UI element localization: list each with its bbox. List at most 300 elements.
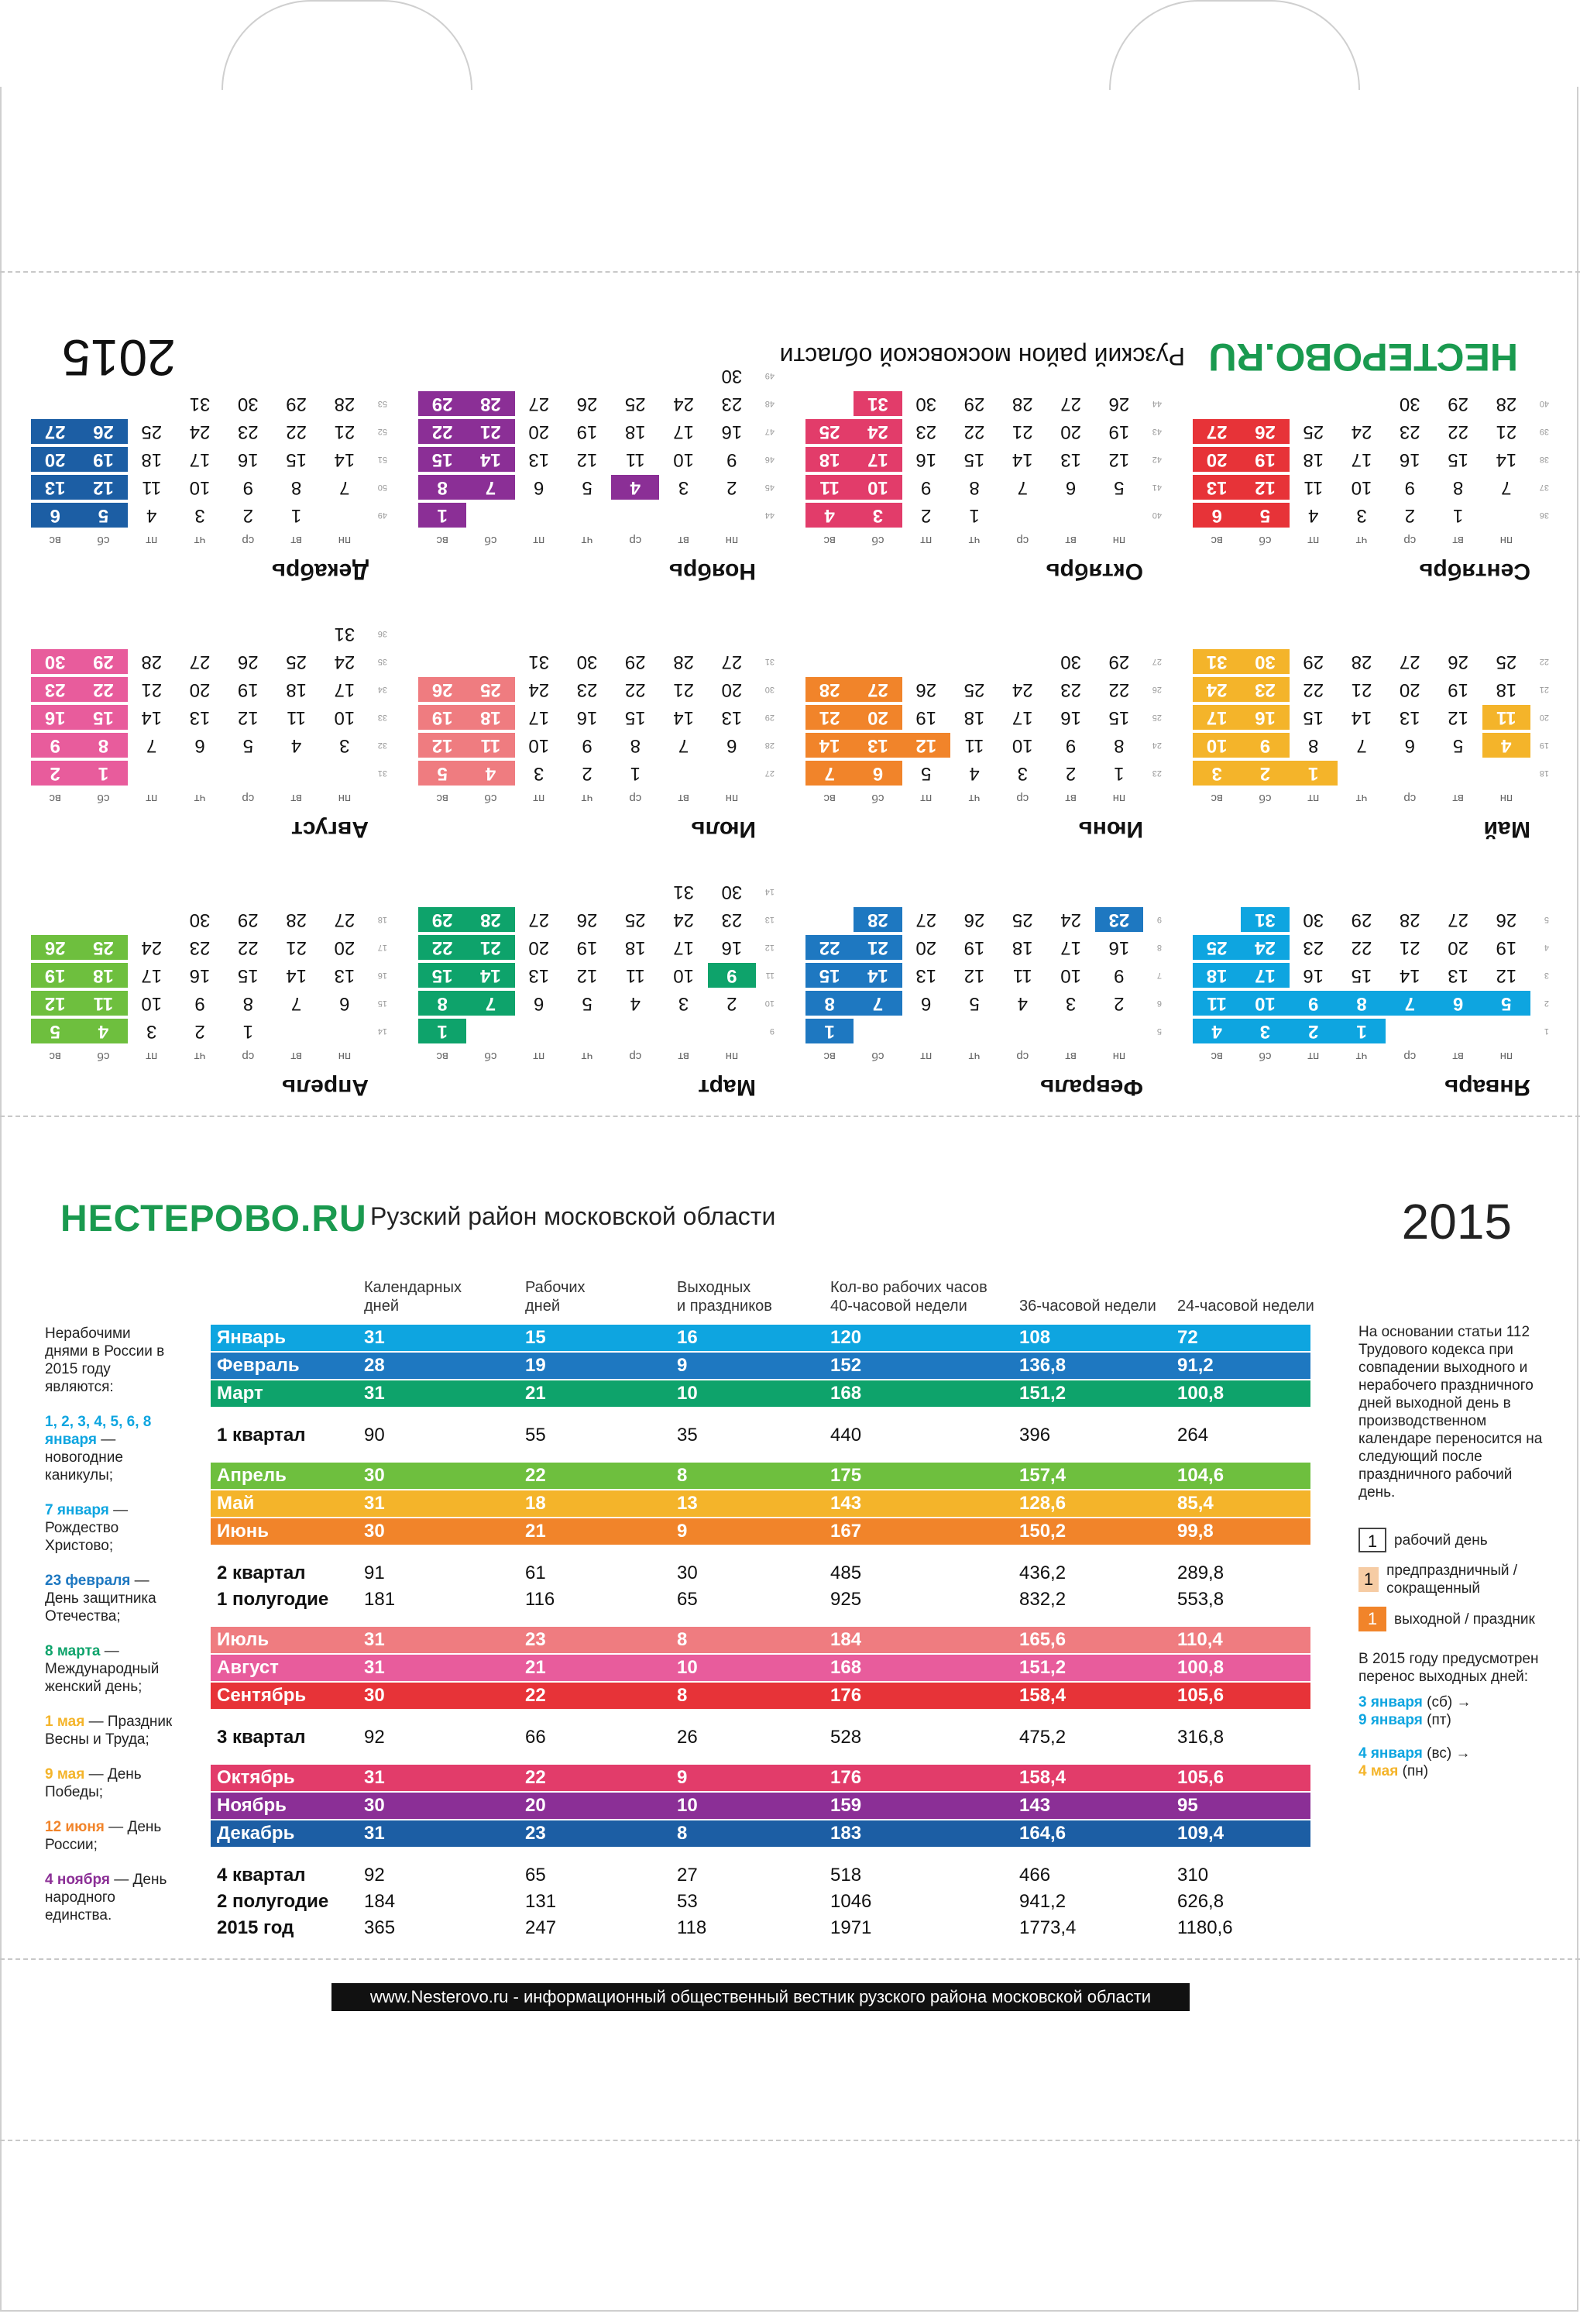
weekday-label: пн bbox=[725, 534, 739, 547]
month-jan bbox=[1193, 879, 1549, 1100]
holiday-name: — День Победы; bbox=[45, 1766, 142, 1800]
week-number: 53 bbox=[377, 399, 387, 408]
table-cell: 72 bbox=[1177, 1327, 1198, 1348]
day-cell: 2 bbox=[1290, 1019, 1338, 1043]
empty-cell bbox=[659, 1019, 707, 1043]
week-number: 33 bbox=[377, 713, 387, 722]
day-cell: 24 bbox=[141, 937, 163, 958]
table-cell: 85,4 bbox=[1177, 1493, 1214, 1514]
weekday-label: сб bbox=[484, 534, 497, 547]
weekday-label: чт bbox=[194, 792, 206, 805]
table-cell: 181 bbox=[364, 1589, 396, 1610]
empty-cell bbox=[1290, 391, 1338, 416]
day-cell: 8 bbox=[418, 475, 466, 500]
week-number: 50 bbox=[377, 483, 387, 492]
day-cell: 6 bbox=[534, 477, 544, 498]
weekday-label: чт bbox=[1355, 792, 1368, 805]
week-number: 43 bbox=[1152, 427, 1162, 436]
weekday-label: пн bbox=[338, 534, 352, 547]
holiday-date: 1, 2, 3, 4, 5, 6, 8 января bbox=[45, 1414, 152, 1448]
month-nov bbox=[418, 363, 775, 584]
months-container bbox=[31, 363, 1549, 1100]
day-cell: 9 bbox=[1404, 477, 1415, 498]
holiday-name: — Международный женский день; bbox=[45, 1643, 160, 1695]
day-cell: 17 bbox=[673, 937, 694, 958]
day-cell: 27 bbox=[1060, 394, 1081, 414]
table-spacer bbox=[211, 1546, 1310, 1560]
day-cell: 16 bbox=[237, 449, 259, 470]
day-cell: 1 bbox=[1338, 1019, 1386, 1043]
table-cell: 832,2 bbox=[1019, 1589, 1066, 1610]
table-row-summary bbox=[211, 1724, 1310, 1751]
day-cell: 27 bbox=[1399, 651, 1420, 672]
month-name: Сентябрь bbox=[1419, 559, 1530, 584]
day-cell: 28 bbox=[1012, 394, 1033, 414]
day-cell: 12 bbox=[576, 965, 598, 986]
day-cell: 2 bbox=[582, 763, 592, 784]
day-cell: 21 bbox=[466, 935, 514, 960]
day-cell: 24 bbox=[528, 679, 550, 700]
weekday-label: вт bbox=[290, 534, 302, 547]
day-cell: 9 bbox=[242, 477, 253, 498]
transfer-weekday: (вс) → bbox=[1422, 1745, 1471, 1762]
week-number: 14 bbox=[377, 1026, 387, 1036]
month-days bbox=[31, 907, 387, 1066]
day-cell: 13 bbox=[528, 965, 550, 986]
day-cell: 25 bbox=[624, 909, 646, 930]
table-cell: 26 bbox=[677, 1727, 698, 1748]
empty-cell bbox=[272, 1019, 320, 1043]
month-oct bbox=[805, 363, 1162, 584]
week-number: 44 bbox=[1152, 399, 1162, 408]
table-row-summary bbox=[211, 1560, 1310, 1587]
day-cell: 7 bbox=[1501, 477, 1512, 498]
weekday-label: пн bbox=[1499, 1050, 1513, 1063]
day-cell: 19 bbox=[576, 937, 598, 958]
row-label: 2 квартал bbox=[217, 1563, 306, 1583]
weekday-label: сб bbox=[97, 1050, 110, 1063]
table-cell: 104,6 bbox=[1177, 1465, 1224, 1486]
table-cell: 120 bbox=[830, 1327, 862, 1348]
table-cell: 23 bbox=[525, 1823, 546, 1844]
empty-cell bbox=[708, 761, 756, 786]
table-cell: 136,8 bbox=[1019, 1355, 1066, 1376]
empty-cell bbox=[805, 907, 854, 932]
weekday-label: сб bbox=[871, 534, 884, 547]
day-cell: 6 bbox=[726, 735, 737, 756]
weekday-label: сб bbox=[97, 792, 110, 805]
weekday-label: сб bbox=[484, 792, 497, 805]
day-cell: 28 bbox=[466, 391, 514, 416]
weekday-label: пт bbox=[533, 792, 545, 805]
day-cell: 1 bbox=[630, 763, 641, 784]
week-number: 42 bbox=[1152, 455, 1162, 464]
row-label: Октябрь bbox=[217, 1767, 295, 1788]
weekday-label: ср bbox=[1403, 1050, 1417, 1063]
table-cell: 21 bbox=[525, 1383, 546, 1404]
day-cell: 4 bbox=[1308, 505, 1319, 526]
empty-cell bbox=[128, 761, 176, 786]
day-cell: 2 bbox=[1241, 761, 1289, 786]
day-cell: 4 bbox=[1193, 1019, 1241, 1043]
week-number: 46 bbox=[764, 455, 775, 464]
day-cell: 11 bbox=[79, 991, 127, 1016]
day-cell: 13 bbox=[1399, 707, 1420, 728]
day-cell: 8 bbox=[290, 477, 302, 498]
day-cell: 29 bbox=[963, 394, 985, 414]
day-cell: 23 bbox=[31, 677, 79, 702]
day-cell: 14 bbox=[334, 449, 356, 470]
month-days bbox=[805, 907, 1162, 1066]
weekday-label: вс bbox=[49, 792, 61, 805]
day-cell: 21 bbox=[1351, 679, 1372, 700]
week-number: 2 bbox=[1544, 999, 1549, 1008]
holiday-date: 8 марта bbox=[45, 1643, 101, 1659]
table-spacer bbox=[211, 1848, 1310, 1862]
day-cell: 14 bbox=[805, 733, 854, 758]
table-cell: 105,6 bbox=[1177, 1685, 1224, 1706]
week-number: 25 bbox=[1152, 713, 1162, 722]
day-cell: 18 bbox=[1303, 449, 1324, 470]
day-cell: 28 bbox=[466, 907, 514, 932]
day-cell: 2 bbox=[726, 993, 737, 1014]
table-cell: 30 bbox=[364, 1465, 385, 1486]
weekday-label: пн bbox=[338, 1050, 352, 1063]
day-cell: 10 bbox=[1241, 991, 1289, 1016]
day-cell: 10 bbox=[189, 477, 211, 498]
day-cell: 13 bbox=[1060, 449, 1081, 470]
empty-cell bbox=[466, 649, 514, 674]
col-header-off: Выходных и праздников bbox=[677, 1279, 772, 1315]
week-number: 28 bbox=[764, 741, 775, 750]
day-cell: 3 bbox=[534, 763, 544, 784]
empty-cell bbox=[176, 621, 224, 646]
table-cell: 518 bbox=[830, 1865, 862, 1886]
day-cell: 30 bbox=[915, 394, 937, 414]
day-cell: 24 bbox=[1060, 909, 1081, 930]
day-cell: 5 bbox=[1452, 735, 1464, 756]
weekday-label: вт bbox=[1452, 1050, 1464, 1063]
day-cell: 25 bbox=[286, 651, 307, 672]
day-cell: 8 bbox=[1452, 477, 1464, 498]
day-cell: 1 bbox=[290, 505, 302, 526]
day-cell: 11 bbox=[625, 449, 645, 470]
fold-line bbox=[0, 1116, 1580, 1117]
table-cell: 184 bbox=[830, 1629, 862, 1650]
day-cell: 24 bbox=[1241, 935, 1289, 960]
day-cell: 2 bbox=[921, 505, 932, 526]
day-cell: 19 bbox=[1496, 937, 1517, 958]
day-cell: 22 bbox=[286, 421, 307, 442]
day-cell: 4 bbox=[79, 1019, 127, 1043]
week-number: 26 bbox=[1152, 685, 1162, 694]
month-name: Декабрь bbox=[271, 559, 369, 584]
day-cell: 23 bbox=[576, 679, 598, 700]
day-cell: 17 bbox=[673, 421, 694, 442]
day-cell: 9 bbox=[921, 477, 932, 498]
table-cell: 316,8 bbox=[1177, 1727, 1224, 1748]
table-cell: 1180,6 bbox=[1177, 1917, 1233, 1938]
day-cell: 19 bbox=[1108, 421, 1130, 442]
table-cell: 30 bbox=[364, 1521, 385, 1542]
weekday-label: пн bbox=[1112, 792, 1126, 805]
empty-cell bbox=[321, 761, 369, 786]
table-cell: 247 bbox=[525, 1917, 557, 1938]
week-col-spacer bbox=[756, 789, 775, 808]
day-cell: 4 bbox=[146, 505, 157, 526]
day-cell: 26 bbox=[1496, 909, 1517, 930]
day-cell: 4 bbox=[630, 993, 641, 1014]
weekday-label: пн bbox=[1112, 1050, 1126, 1063]
day-cell: 4 bbox=[969, 763, 980, 784]
empty-cell bbox=[805, 649, 854, 674]
day-cell: 3 bbox=[339, 735, 350, 756]
day-cell: 16 bbox=[189, 965, 211, 986]
day-cell: 1 bbox=[242, 1021, 253, 1042]
day-cell: 19 bbox=[79, 447, 127, 472]
month-days bbox=[31, 391, 387, 550]
table-cell: 92 bbox=[364, 1865, 385, 1886]
table-cell: 10 bbox=[677, 1657, 698, 1678]
day-cell: 31 bbox=[528, 651, 550, 672]
day-cell: 12 bbox=[576, 449, 598, 470]
weekday-label: вт bbox=[1065, 1050, 1077, 1063]
day-cell: 12 bbox=[902, 733, 950, 758]
day-cell: 18 bbox=[79, 963, 127, 988]
day-cell: 1 bbox=[805, 1019, 854, 1043]
day-cell: 23 bbox=[915, 421, 937, 442]
legend-swatch: 1 bbox=[1358, 1567, 1379, 1592]
weekday-label: чт bbox=[968, 1050, 981, 1063]
day-cell: 20 bbox=[1060, 421, 1081, 442]
table-cell: 31 bbox=[364, 1327, 385, 1348]
table-row-month bbox=[211, 1380, 1310, 1407]
empty-cell bbox=[466, 1019, 514, 1043]
day-cell: 27 bbox=[189, 651, 211, 672]
day-cell: 12 bbox=[418, 733, 466, 758]
week-number: 40 bbox=[1539, 399, 1549, 408]
holiday-item bbox=[45, 1871, 177, 1924]
table-cell: 485 bbox=[830, 1563, 862, 1583]
day-cell: 15 bbox=[237, 965, 259, 986]
weekday-label: сб bbox=[1259, 792, 1272, 805]
day-cell: 30 bbox=[1303, 909, 1324, 930]
weekday-label: пт bbox=[533, 1050, 545, 1063]
day-cell: 29 bbox=[1351, 909, 1372, 930]
day-cell: 10 bbox=[673, 965, 694, 986]
day-cell: 19 bbox=[576, 421, 598, 442]
table-spacer bbox=[211, 1449, 1310, 1463]
empty-cell bbox=[805, 391, 854, 416]
month-feb bbox=[805, 879, 1162, 1100]
week-number: 49 bbox=[377, 511, 387, 520]
week-number: 8 bbox=[1156, 943, 1162, 952]
day-cell: 5 bbox=[921, 763, 932, 784]
day-cell: 17 bbox=[1241, 963, 1289, 988]
day-cell: 4 bbox=[1017, 993, 1028, 1014]
day-cell: 25 bbox=[1496, 651, 1517, 672]
day-cell: 11 bbox=[1304, 477, 1324, 498]
weekday-label: вс bbox=[49, 1050, 61, 1063]
week-number: 9 bbox=[1156, 915, 1162, 924]
table-cell: 365 bbox=[364, 1917, 396, 1938]
table-row-summary bbox=[211, 1915, 1310, 1941]
row-label: 4 квартал bbox=[217, 1865, 306, 1886]
day-cell: 10 bbox=[528, 735, 550, 756]
table-cell: 118 bbox=[677, 1917, 707, 1938]
table-row-month bbox=[211, 1655, 1310, 1681]
week-number: 17 bbox=[377, 943, 387, 952]
day-cell: 17 bbox=[854, 447, 902, 472]
day-cell: 25 bbox=[1193, 935, 1241, 960]
table-cell: 167 bbox=[830, 1521, 862, 1542]
flipped-logo: НЕСТЕРОВО.RU bbox=[1208, 335, 1518, 379]
week-number: 22 bbox=[1539, 657, 1549, 666]
row-label: Март bbox=[217, 1383, 263, 1404]
day-cell: 20 bbox=[1399, 679, 1420, 700]
empty-cell bbox=[902, 649, 950, 674]
month-grid bbox=[31, 363, 1549, 1100]
empty-cell bbox=[224, 621, 272, 646]
day-cell: 17 bbox=[1351, 449, 1372, 470]
day-cell: 7 bbox=[466, 475, 514, 500]
day-cell: 20 bbox=[334, 937, 356, 958]
col-header-h24: 24-часовой недели bbox=[1177, 1298, 1314, 1315]
month-name: Июль bbox=[691, 816, 756, 842]
weekday-label: вс bbox=[823, 792, 836, 805]
month-name: Январь bbox=[1444, 1074, 1530, 1100]
table-cell: 159 bbox=[830, 1795, 862, 1816]
day-cell: 26 bbox=[31, 935, 79, 960]
month-name: Апрель bbox=[281, 1074, 369, 1100]
day-cell: 20 bbox=[1448, 937, 1468, 958]
week-number: 48 bbox=[764, 399, 775, 408]
week-number: 31 bbox=[377, 768, 387, 778]
day-cell: 29 bbox=[1108, 651, 1130, 672]
day-cell: 8 bbox=[630, 735, 641, 756]
table-cell: 95 bbox=[1177, 1795, 1198, 1816]
month-days bbox=[418, 649, 775, 808]
weekday-label: пт bbox=[146, 1050, 158, 1063]
row-label: Январь bbox=[217, 1327, 286, 1348]
day-cell: 13 bbox=[1448, 965, 1468, 986]
table-cell: 30 bbox=[364, 1685, 385, 1706]
day-cell: 22 bbox=[79, 677, 127, 702]
day-cell: 8 bbox=[242, 993, 253, 1014]
table-cell: 176 bbox=[830, 1767, 862, 1788]
day-cell: 14 bbox=[466, 447, 514, 472]
day-cell: 12 bbox=[79, 475, 127, 500]
table-cell: 1971 bbox=[830, 1917, 872, 1938]
week-number: 19 bbox=[1539, 741, 1549, 750]
weekday-label: вт bbox=[678, 792, 689, 805]
table-cell: 8 bbox=[677, 1685, 688, 1706]
day-cell: 30 bbox=[1399, 394, 1420, 414]
empty-cell bbox=[708, 503, 756, 528]
week-number: 39 bbox=[1539, 427, 1549, 436]
day-cell: 1 bbox=[1452, 505, 1464, 526]
month-days bbox=[31, 621, 387, 808]
day-cell: 14 bbox=[141, 707, 163, 728]
month-name: Июнь bbox=[1078, 816, 1143, 842]
day-cell: 10 bbox=[141, 993, 163, 1014]
day-cell: 28 bbox=[334, 394, 356, 414]
holiday-item bbox=[45, 1642, 177, 1696]
weekday-label: сб bbox=[484, 1050, 497, 1063]
day-cell: 18 bbox=[1012, 937, 1033, 958]
table-row-month bbox=[211, 1765, 1310, 1791]
table-cell: 19 bbox=[525, 1355, 546, 1376]
week-number: 5 bbox=[1544, 915, 1549, 924]
empty-cell bbox=[272, 621, 320, 646]
day-cell: 21 bbox=[805, 705, 854, 730]
day-cell: 13 bbox=[915, 965, 937, 986]
empty-cell bbox=[1193, 391, 1241, 416]
month-days bbox=[1193, 391, 1549, 550]
weekday-label: пн bbox=[1499, 792, 1513, 805]
table-cell: 128,6 bbox=[1019, 1493, 1066, 1514]
day-cell: 9 bbox=[31, 733, 79, 758]
week-number: 1 bbox=[1544, 1026, 1549, 1036]
week-number: 11 bbox=[765, 971, 775, 980]
day-cell: 1 bbox=[418, 503, 466, 528]
empty-cell bbox=[854, 649, 902, 674]
day-cell: 8 bbox=[969, 477, 980, 498]
table-cell: 183 bbox=[830, 1823, 862, 1844]
day-cell: 5 bbox=[969, 993, 980, 1014]
week-col-spacer bbox=[756, 531, 775, 550]
day-cell: 26 bbox=[1448, 651, 1468, 672]
day-cell: 29 bbox=[1303, 651, 1324, 672]
table-cell: 35 bbox=[677, 1425, 698, 1446]
empty-cell bbox=[563, 503, 611, 528]
fold-line bbox=[0, 1958, 1580, 1960]
empty-cell bbox=[418, 879, 466, 904]
day-cell: 24 bbox=[673, 394, 694, 414]
empty-cell bbox=[1386, 761, 1434, 786]
day-cell: 31 bbox=[334, 624, 356, 645]
day-cell: 1 bbox=[79, 761, 127, 786]
day-cell: 15 bbox=[1303, 707, 1324, 728]
weekday-label: чт bbox=[1355, 534, 1368, 547]
week-number: 35 bbox=[377, 657, 387, 666]
empty-cell bbox=[998, 1019, 1046, 1043]
day-cell: 31 bbox=[1193, 649, 1241, 674]
day-cell: 22 bbox=[418, 419, 466, 444]
day-cell: 15 bbox=[963, 449, 985, 470]
table-row-month bbox=[211, 1353, 1310, 1379]
day-cell: 9 bbox=[582, 735, 592, 756]
empty-cell bbox=[998, 649, 1046, 674]
empty-cell bbox=[31, 391, 79, 416]
day-cell: 7 bbox=[805, 761, 854, 786]
week-col-spacer bbox=[369, 531, 387, 550]
day-cell: 1 bbox=[418, 1019, 466, 1043]
day-cell: 15 bbox=[805, 963, 854, 988]
day-cell: 23 bbox=[1399, 421, 1420, 442]
day-cell: 11 bbox=[466, 733, 514, 758]
month-jun bbox=[805, 621, 1162, 842]
day-cell: 24 bbox=[334, 651, 356, 672]
week-number: 52 bbox=[377, 427, 387, 436]
hanger-tab-right bbox=[1109, 0, 1360, 90]
day-cell: 10 bbox=[673, 449, 694, 470]
day-cell: 29 bbox=[418, 391, 466, 416]
holiday-name: — новогодние каникулы; bbox=[45, 1432, 123, 1483]
week-number: 6 bbox=[1156, 999, 1162, 1008]
weekday-label: вс bbox=[1211, 792, 1223, 805]
legend-label: выходной / праздник bbox=[1394, 1611, 1535, 1628]
